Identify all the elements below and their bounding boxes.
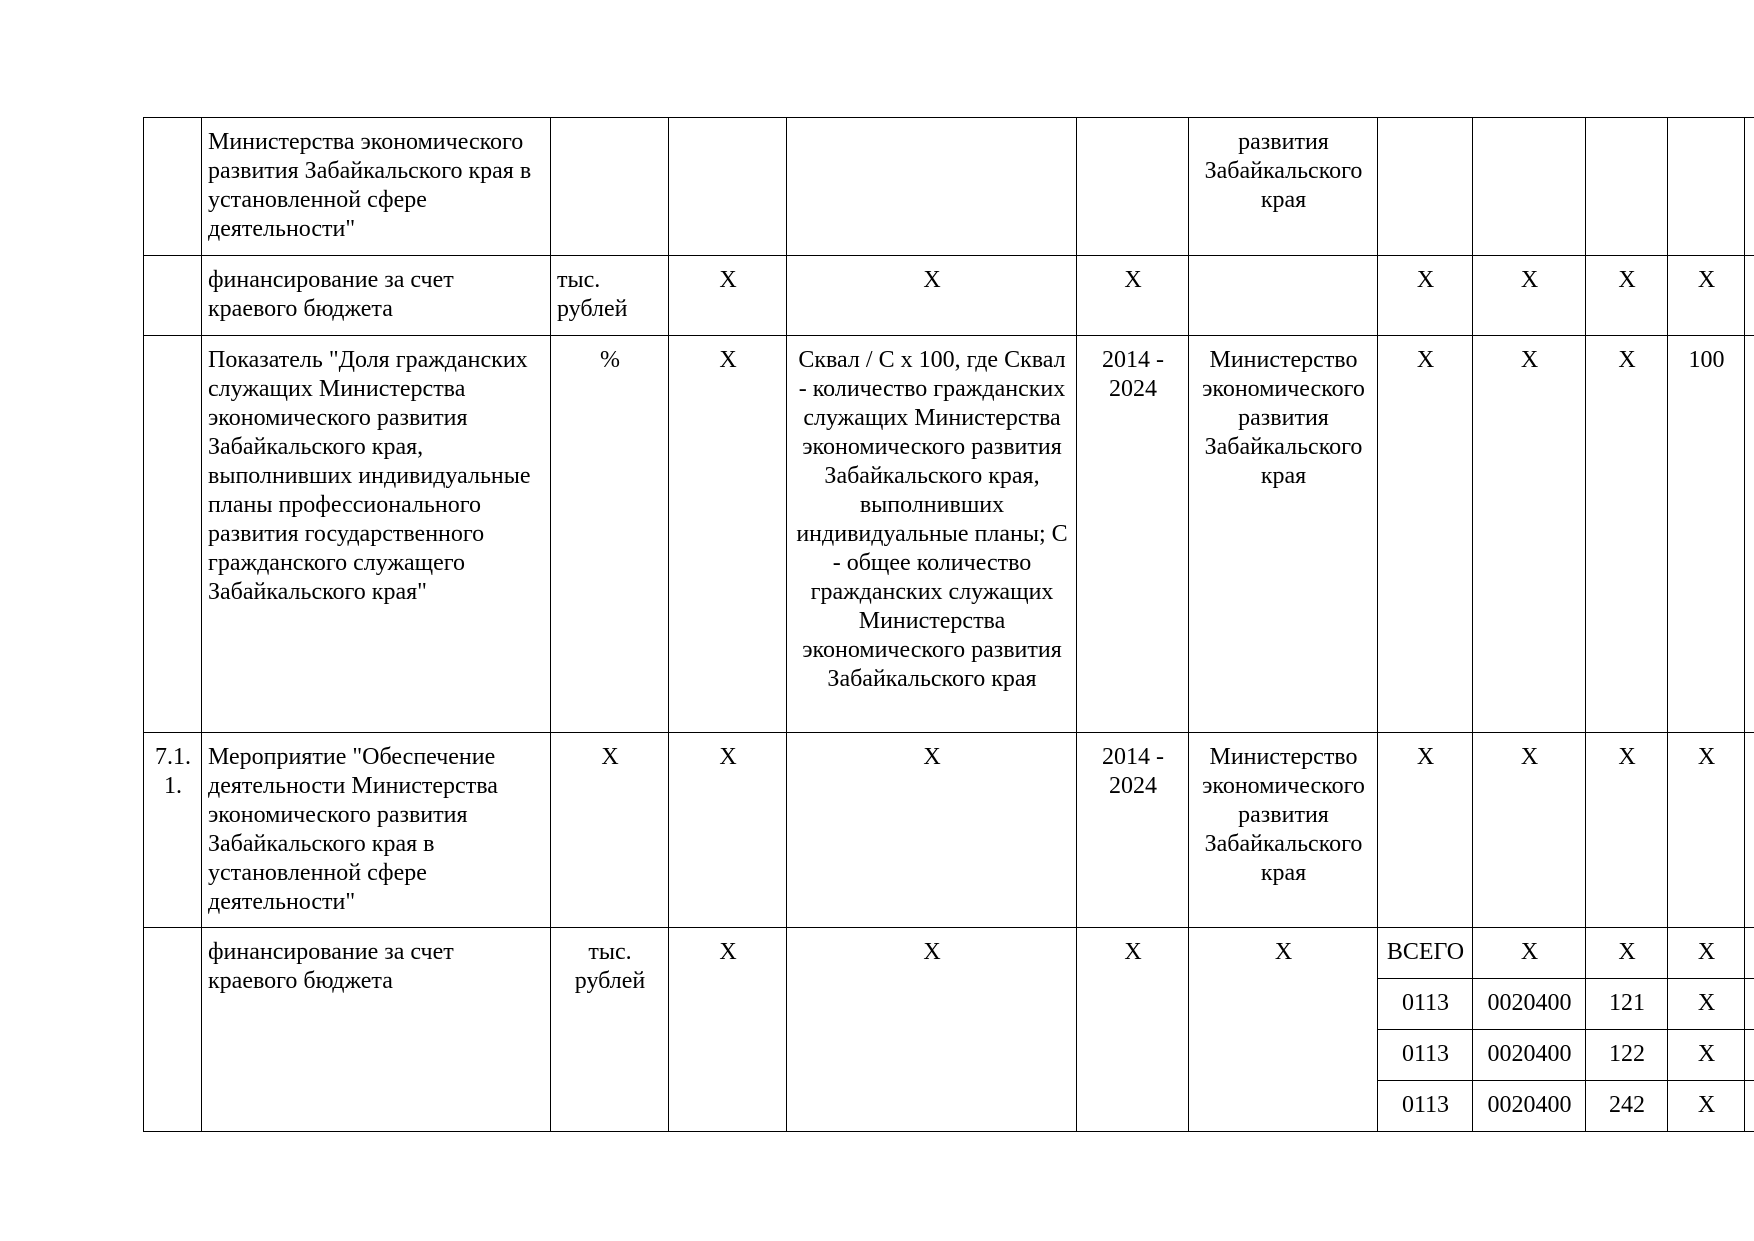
cell-col7: X (1378, 336, 1473, 733)
cell-col9: 122 (1586, 1030, 1668, 1081)
cell-period: X (1077, 256, 1189, 336)
cell-period: 2014 - 2024 (1077, 336, 1189, 733)
cell-executor: Министерство экономического развития Забайкальского края (1189, 336, 1378, 733)
table-row (144, 256, 1754, 336)
cell-col11 (1745, 1030, 1754, 1081)
cell-number: 7.1.1. (144, 733, 202, 928)
cell-col10: X (1668, 979, 1745, 1030)
cell-period: X (1077, 928, 1189, 1132)
cell-col10: 100 (1668, 336, 1745, 733)
cell-col3 (669, 118, 787, 256)
cell-unit: тыс. рублей (551, 928, 669, 1132)
table-row (144, 733, 1754, 928)
cell-col9: X (1586, 733, 1668, 928)
cell-executor: Министерство экономического развития Забайкальского края (1189, 733, 1378, 928)
cell-col11 (1745, 256, 1754, 336)
cell-col8: X (1473, 336, 1586, 733)
cell-period (1077, 118, 1189, 256)
cell-unit: % (551, 336, 669, 733)
cell-col11 (1745, 928, 1754, 979)
cell-col9: X (1586, 256, 1668, 336)
cell-col11 (1745, 1081, 1754, 1132)
cell-formula: X (787, 928, 1077, 1132)
cell-col3: X (669, 928, 787, 1132)
cell-col7: X (1378, 733, 1473, 928)
cell-col7 (1378, 118, 1473, 256)
cell-col10: X (1668, 928, 1745, 979)
cell-unit: X (551, 733, 669, 928)
cell-unit (551, 118, 669, 256)
cell-executor: X (1189, 928, 1378, 1132)
cell-col11 (1745, 979, 1754, 1030)
cell-col11 (1745, 118, 1754, 256)
cell-col10 (1668, 118, 1745, 256)
cell-executor (1189, 256, 1378, 336)
cell-number (144, 256, 202, 336)
cell-col8: X (1473, 928, 1586, 979)
cell-col7: 0113 (1378, 1030, 1473, 1081)
cell-col9: X (1586, 336, 1668, 733)
cell-col7: X (1378, 256, 1473, 336)
cell-col7: 0113 (1378, 979, 1473, 1030)
cell-number (144, 336, 202, 733)
cell-name: Министерства экономического развития Забайкальского края в установленной сфере деятельности" (202, 118, 551, 256)
cell-col7: ВСЕГО (1378, 928, 1473, 979)
cell-formula (787, 118, 1077, 256)
cell-col10: X (1668, 1081, 1745, 1132)
cell-col9: 242 (1586, 1081, 1668, 1132)
cell-col11 (1745, 733, 1754, 928)
cell-col8: 0020400 (1473, 979, 1586, 1030)
cell-col3: X (669, 256, 787, 336)
cell-name: Мероприятие "Обеспечение деятельности Министерства экономического развития Забайкальского края в установленной сфере деятельности" (202, 733, 551, 928)
cell-period: 2014 - 2024 (1077, 733, 1189, 928)
cell-name: финансирование за счет краевого бюджета (202, 928, 551, 1132)
table-row (144, 336, 1754, 733)
cell-unit: тыс. рублей (551, 256, 669, 336)
cell-name: Показатель "Доля гражданских служащих Министерства экономического развития Забайкальского края, выполнивших индивидуальные планы профессионального развития государственного гражданского служащего Забайкальского края" (202, 336, 551, 733)
cell-col8: X (1473, 733, 1586, 928)
cell-formula: X (787, 256, 1077, 336)
cell-col11 (1745, 336, 1754, 733)
cell-col9: 121 (1586, 979, 1668, 1030)
cell-formula: X (787, 733, 1077, 928)
table-row (144, 118, 1754, 256)
cell-col9: X (1586, 928, 1668, 979)
table-row (144, 928, 1754, 979)
cell-col8 (1473, 118, 1586, 256)
cell-col8: X (1473, 256, 1586, 336)
cell-col10: X (1668, 733, 1745, 928)
cell-col7: 0113 (1378, 1081, 1473, 1132)
cell-col10: X (1668, 1030, 1745, 1081)
cell-number (144, 118, 202, 256)
program-table (143, 117, 1754, 1132)
cell-col10: X (1668, 256, 1745, 336)
cell-col8: 0020400 (1473, 1030, 1586, 1081)
cell-name: финансирование за счет краевого бюджета (202, 256, 551, 336)
cell-formula: Сквал / С х 100, где Сквал - количество гражданских служащих Министерства экономического развития Забайкальского края, выполнивших индивидуальные планы; С - общее количество гражданских служащих Министерства экономического развития Забайкальского края (787, 336, 1077, 733)
cell-executor: развития Забайкальского края (1189, 118, 1378, 256)
cell-col3: X (669, 336, 787, 733)
cell-col8: 0020400 (1473, 1081, 1586, 1132)
cell-col3: X (669, 733, 787, 928)
cell-col9 (1586, 118, 1668, 256)
cell-number (144, 928, 202, 1132)
